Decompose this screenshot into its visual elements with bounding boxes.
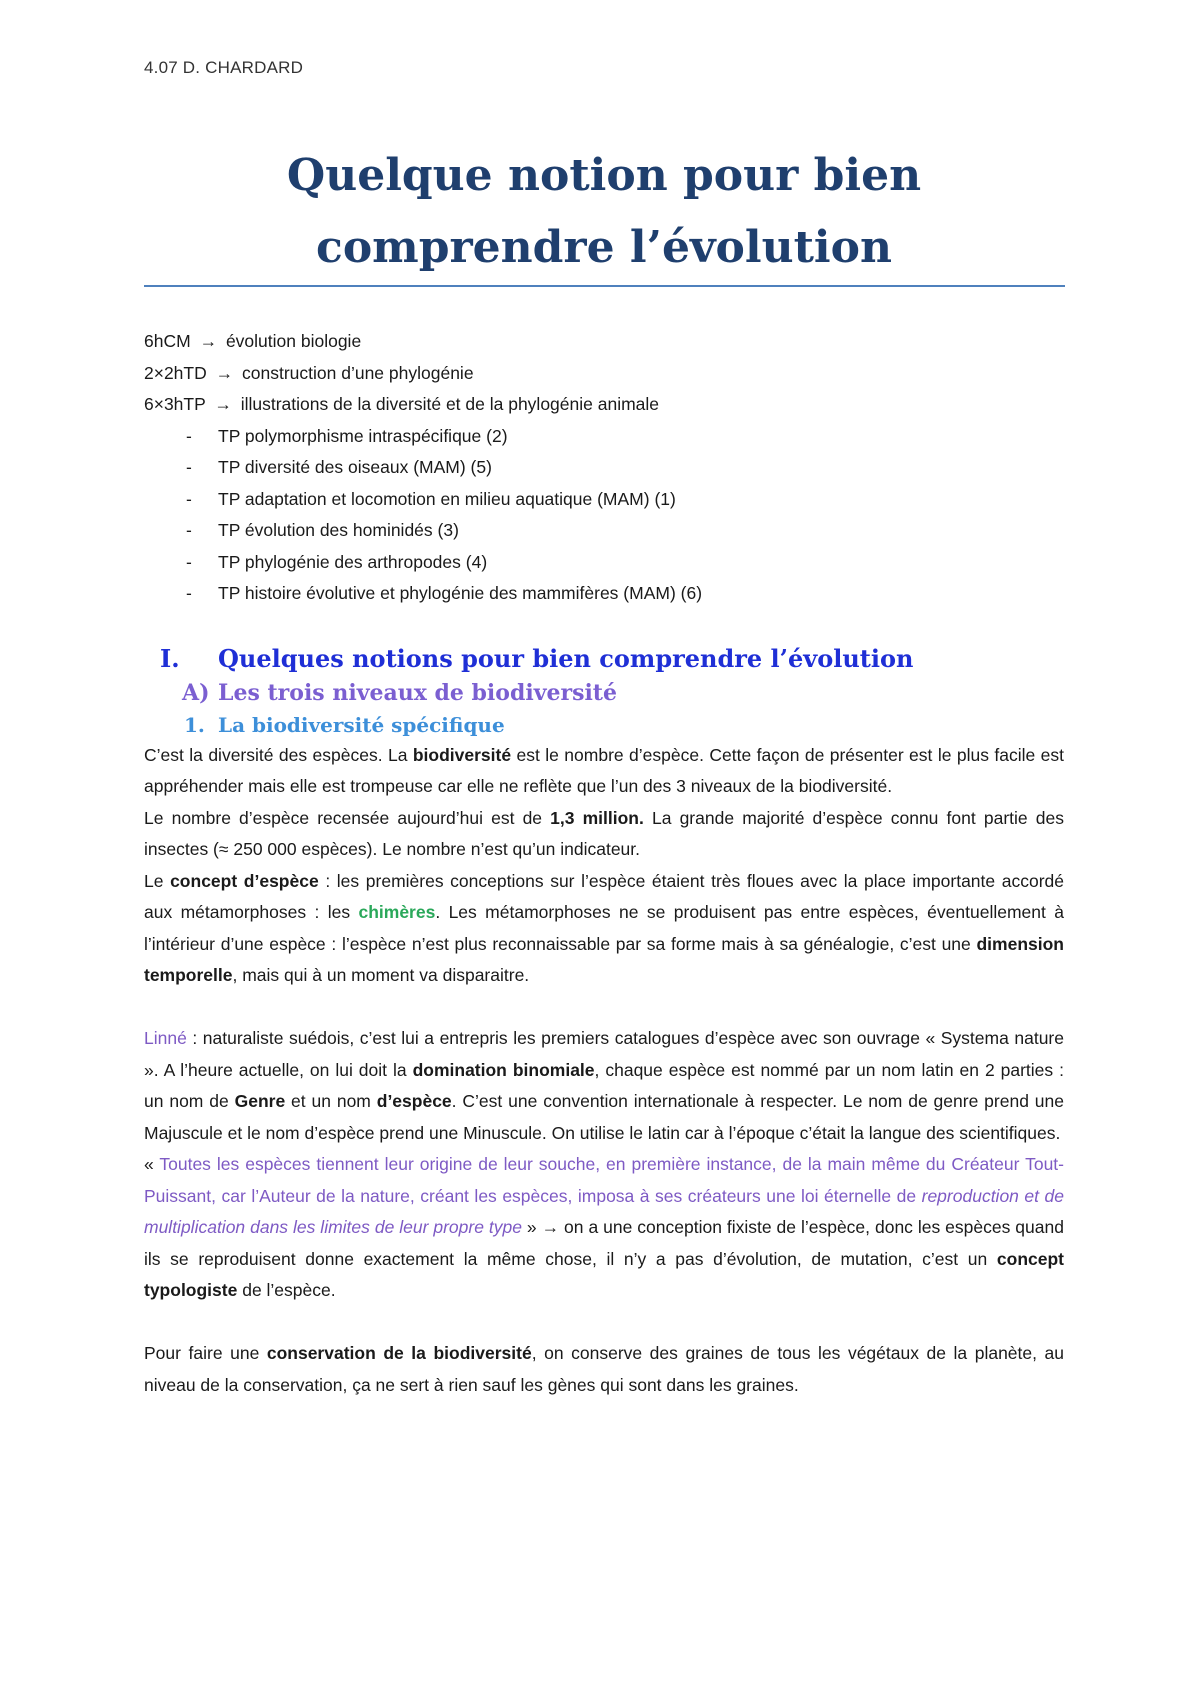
paragraph-linne: Linné : naturaliste suédois, c’est lui a entrepris les premiers catalogues d’espèce avec son ouvrage « Systema nature ». A l’heure actuelle, on lui doit la domination binomiale, chaque espèce est nommé par un nom latin en 2 parties : un nom de Genre et un nom d’espèce. C’est une convention internationale à respecter. Le nom de genre prend une Majuscule et le nom d’espèce prend une Minuscule. On utilise le latin car à l’époque c’était la langue des scientifiques. (144, 1028, 1064, 1143)
list-item: - TP phylogénie des arthropodes (4) (144, 547, 1064, 579)
list-item: - TP évolution des hominidés (3) (144, 515, 1064, 547)
list-item: - TP histoire évolutive et phylogénie des mammifères (MAM) (6) (144, 578, 1064, 610)
list-item: - TP polymorphisme intraspécifique (2) (144, 421, 1064, 453)
heading-level-3 (144, 710, 1064, 740)
heading-number: A) (182, 679, 210, 706)
paragraph-species-count: Le nombre d’espèce recensée aujourd’hui est de 1,3 million. La grande majorité d’espèce connu font partie des insectes (≈ 250 000 espèces). Le nombre n’est qu’un indicateur. (144, 807, 1064, 859)
heading-level-1 (144, 642, 1064, 676)
title-line-1: Quelque notion pour bien (286, 150, 922, 201)
schedule-line (144, 358, 1064, 390)
schedule-text: construction d’une phylogénie (242, 362, 474, 383)
schedule-code: 2×2hTD (144, 362, 207, 383)
arrow-right-icon: → (215, 362, 234, 383)
document-title (144, 140, 1064, 284)
arrow-right-icon: → (541, 1217, 560, 1237)
list-item: - TP adaptation et locomotion en milieu aquatique (MAM) (1) (144, 484, 1064, 516)
title-underline (144, 285, 1065, 287)
heading-number: 1. (184, 712, 205, 737)
arrow-right-icon: → (214, 394, 232, 414)
schedule-code: 6×3hTP (144, 394, 206, 414)
title-line-2: comprendre l’évolution (316, 222, 892, 273)
document-body (144, 326, 1064, 1401)
heading-level-2 (144, 676, 1064, 710)
heading-number: I. (160, 643, 180, 673)
page-header-author: 4.07 D. CHARDARD (144, 58, 304, 77)
paragraph-spacer (144, 992, 1064, 1024)
heading-text: Quelques notions pour bien comprendre l’évolution (218, 643, 914, 673)
tp-list (144, 421, 1064, 610)
paragraph-quote: « Toutes les espèces tiennent leur origine de leur souche, en première instance, de la main même du Créateur Tout-Puissant, car l’Auteur de la nature, créant les espèces, imposa à ses créateurs une loi éternelle de reproduction et de multiplication dans les limites de leur propre type » → on a une conception fixiste de l’espèce, donc les espèces quand ils se reproduisent donne exactement la même chose, il n’y a pas d’évolution, de mutation, c’est un concept typologiste de l’espèce. (144, 1154, 1064, 1300)
paragraph-conservation: Pour faire une conservation de la biodiversité, on conserve des graines de tous les végétaux de la planète, au niveau de la conservation, ça ne sert à rien sauf les gènes qui sont dans les graines. (144, 1343, 1065, 1395)
schedule-code: 6hCM (144, 331, 191, 351)
paragraph-biodiversity: C’est la diversité des espèces. La biodiversité est le nombre d’espèce. Cette façon de présenter est le plus facile est appréhender mais elle est trompeuse car elle ne reflète que l’un des 3 niveaux de la biodiversité. (144, 744, 1064, 796)
schedule-line (144, 389, 1064, 421)
paragraph-spacer (144, 1307, 1064, 1339)
schedule-text: évolution biologie (225, 331, 362, 351)
schedule-text: illustrations de la diversité et de la phylogénie animale (240, 394, 660, 414)
paragraph-species-concept: Le concept d’espèce : les premières conceptions sur l’espèce étaient très floues avec la place importante accordé aux métamorphoses : les chimères. Les métamorphoses ne se produisent pas entre espèces, éventuellement à l’intérieur d’une espèce : l’espèce n’est plus reconnaissable par sa forme mais à sa généalogie, c’est une dimension temporelle, mais qui à un moment va disparaitre. (144, 870, 1064, 985)
arrow-right-icon: → (199, 331, 218, 351)
heading-text: Les trois niveaux de biodiversité (218, 679, 617, 706)
heading-text: La biodiversité spécifique (218, 712, 505, 737)
schedule-line (144, 326, 1064, 358)
list-item: - TP diversité des oiseaux (MAM) (5) (144, 452, 1064, 484)
